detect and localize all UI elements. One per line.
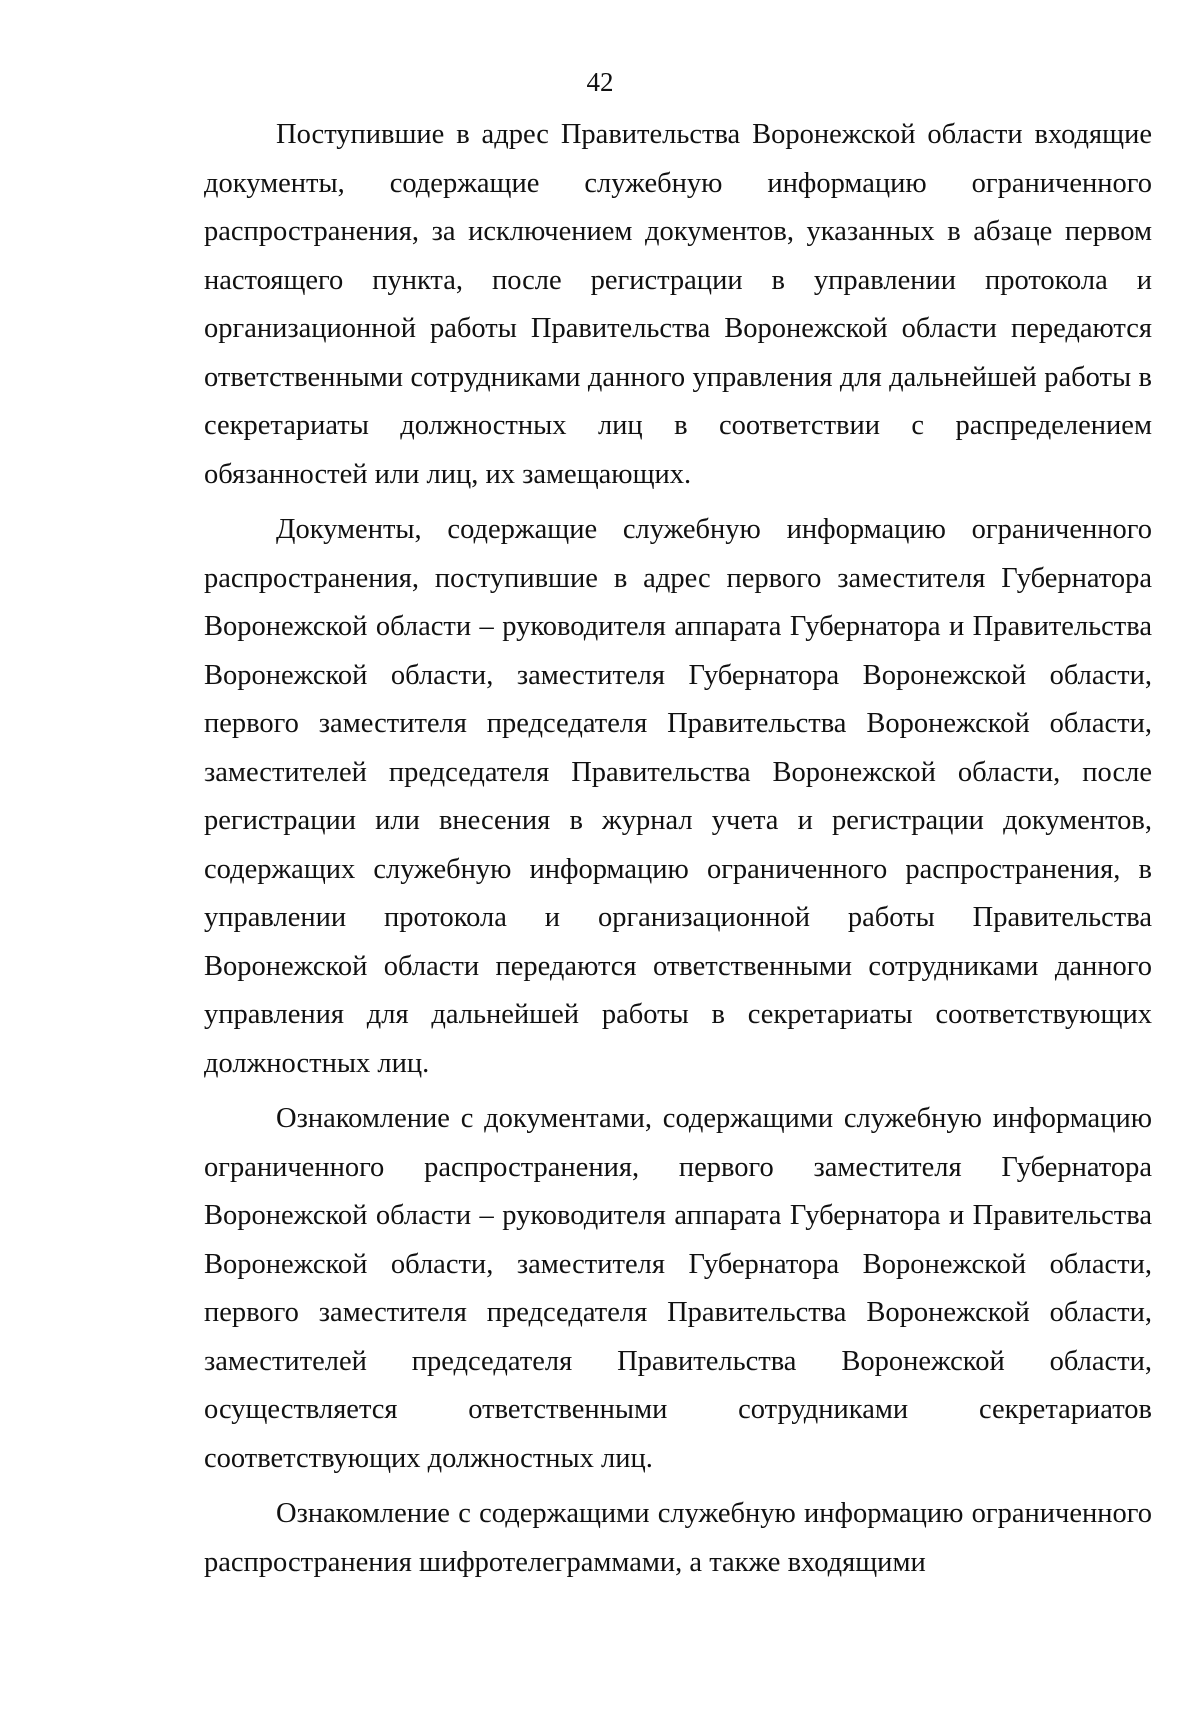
page-number: 42 <box>586 67 614 97</box>
paragraph: Ознакомление с документами, содержащими служебную информацию ограниченного распространения, первого заместителя Губернатора Воронежской области – руководителя аппарата Губернатора и Правительства Воронежской области, заместителя Губернатора Воронежской области, первого заместителя председателя Правительства Воронежской области, заместителей председателя Правительства Воронежской области, осуществляется ответственными сотрудниками секретариатов соответствующих должностных лиц. <box>204 1103 1152 1474</box>
paragraph: Ознакомление с содержащими служебную информацию ограниченного распространения шифротелеграммами, а также входящими <box>204 1498 1152 1578</box>
paragraph: Документы, содержащие служебную информацию ограниченного распространения, поступившие в адрес первого заместителя Губернатора Воронежской области – руководителя аппарата Губернатора и Правительства Воронежской области, заместителя Губернатора Воронежской области, первого заместителя председателя Правительства Воронежской области, заместителей председателя Правительства Воронежской области, после регистрации или внесения в журнал учета и регистрации документов, содержащих служебную информацию ограниченного распространения, в управлении протокола и организационной работы Правительства Воронежской области передаются ответственными сотрудниками данного управления для дальнейшей работы в секретариаты соответствующих должностных лиц. <box>204 514 1152 1079</box>
document-body <box>204 111 1152 1594</box>
paragraph: Поступившие в адрес Правительства Воронежской области входящие документы, содержащие служебную информацию ограниченного распространения, за исключением документов, указанных в абзаце первом настоящего пункта, после регистрации в управлении протокола и организационной работы Правительства Воронежской области передаются ответственными сотрудниками данного управления для дальнейшей работы в секретариаты должностных лиц в соответствии с распределением обязанностей или лиц, их замещающих. <box>204 119 1152 490</box>
